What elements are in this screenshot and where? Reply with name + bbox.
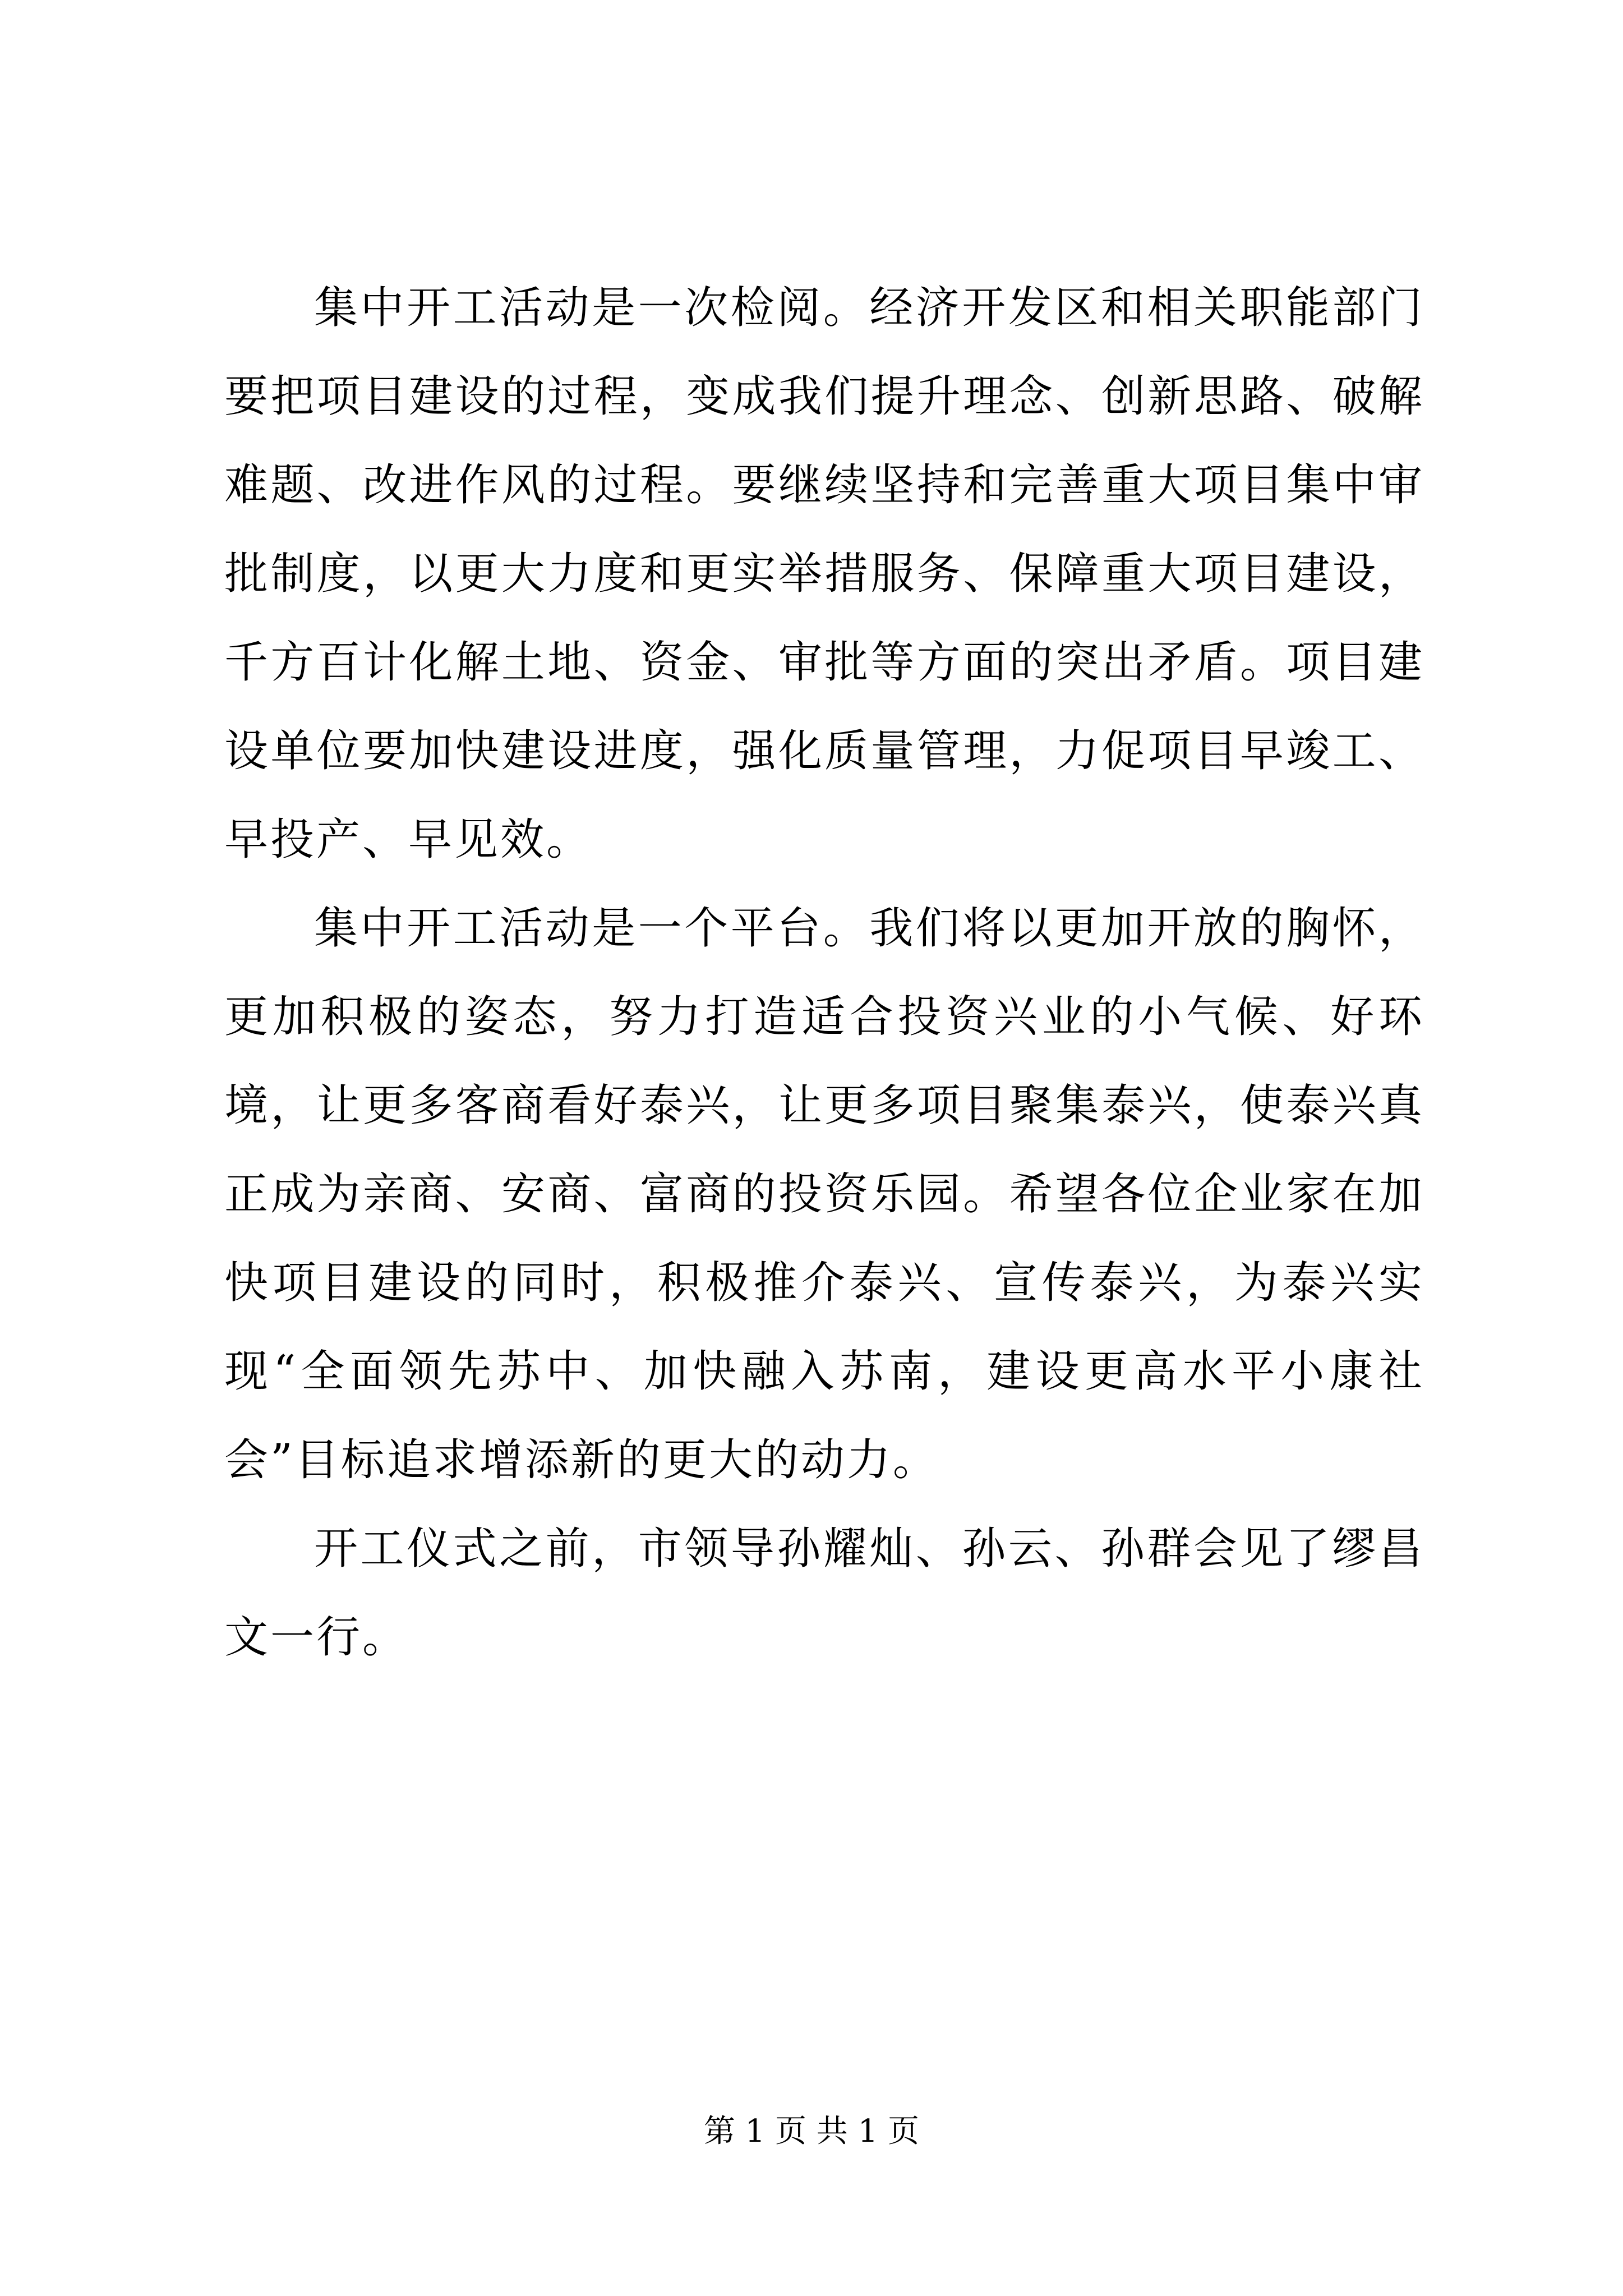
page-footer: 第 1 页 共 1 页	[703, 2113, 920, 2150]
paragraph-1: 集中开工活动是一次检阅。经济开发区和相关职能部门要把项目建设的过程，变成我们提升理念、创新思路、破解难题、改进作风的过程。要继续坚持和完善重大项目集中审批制度，以更大力度和更实举措服务、保障重大项目建设，千方百计化解土地、资金、审批等方面的突出矛盾。项目建设单位要加快建设进度，强化质量管理，力促项目早竣工、早投产、早见效。	[224, 283, 1424, 865]
paragraph-2: 集中开工活动是一个平台。我们将以更加开放的胸怀，更加积极的姿态，努力打造适合投资兴业的小气候、好环境，让更多客商看好泰兴，让更多项目聚集泰兴，使泰兴真正成为亲商、安商、富商的投资乐园。希望各位企业家在加快项目建设的同时，积极推介泰兴、宣传泰兴，为泰兴实现“全面领先苏中、加快融入苏南，建设更高水平小康社会”目标追求增添新的更大的动力。	[224, 903, 1424, 1485]
paragraph-3: 开工仪式之前，市领导孙耀灿、孙云、孙群会见了缪昌文一行。	[224, 1524, 1424, 1663]
document-body	[224, 264, 1424, 1682]
